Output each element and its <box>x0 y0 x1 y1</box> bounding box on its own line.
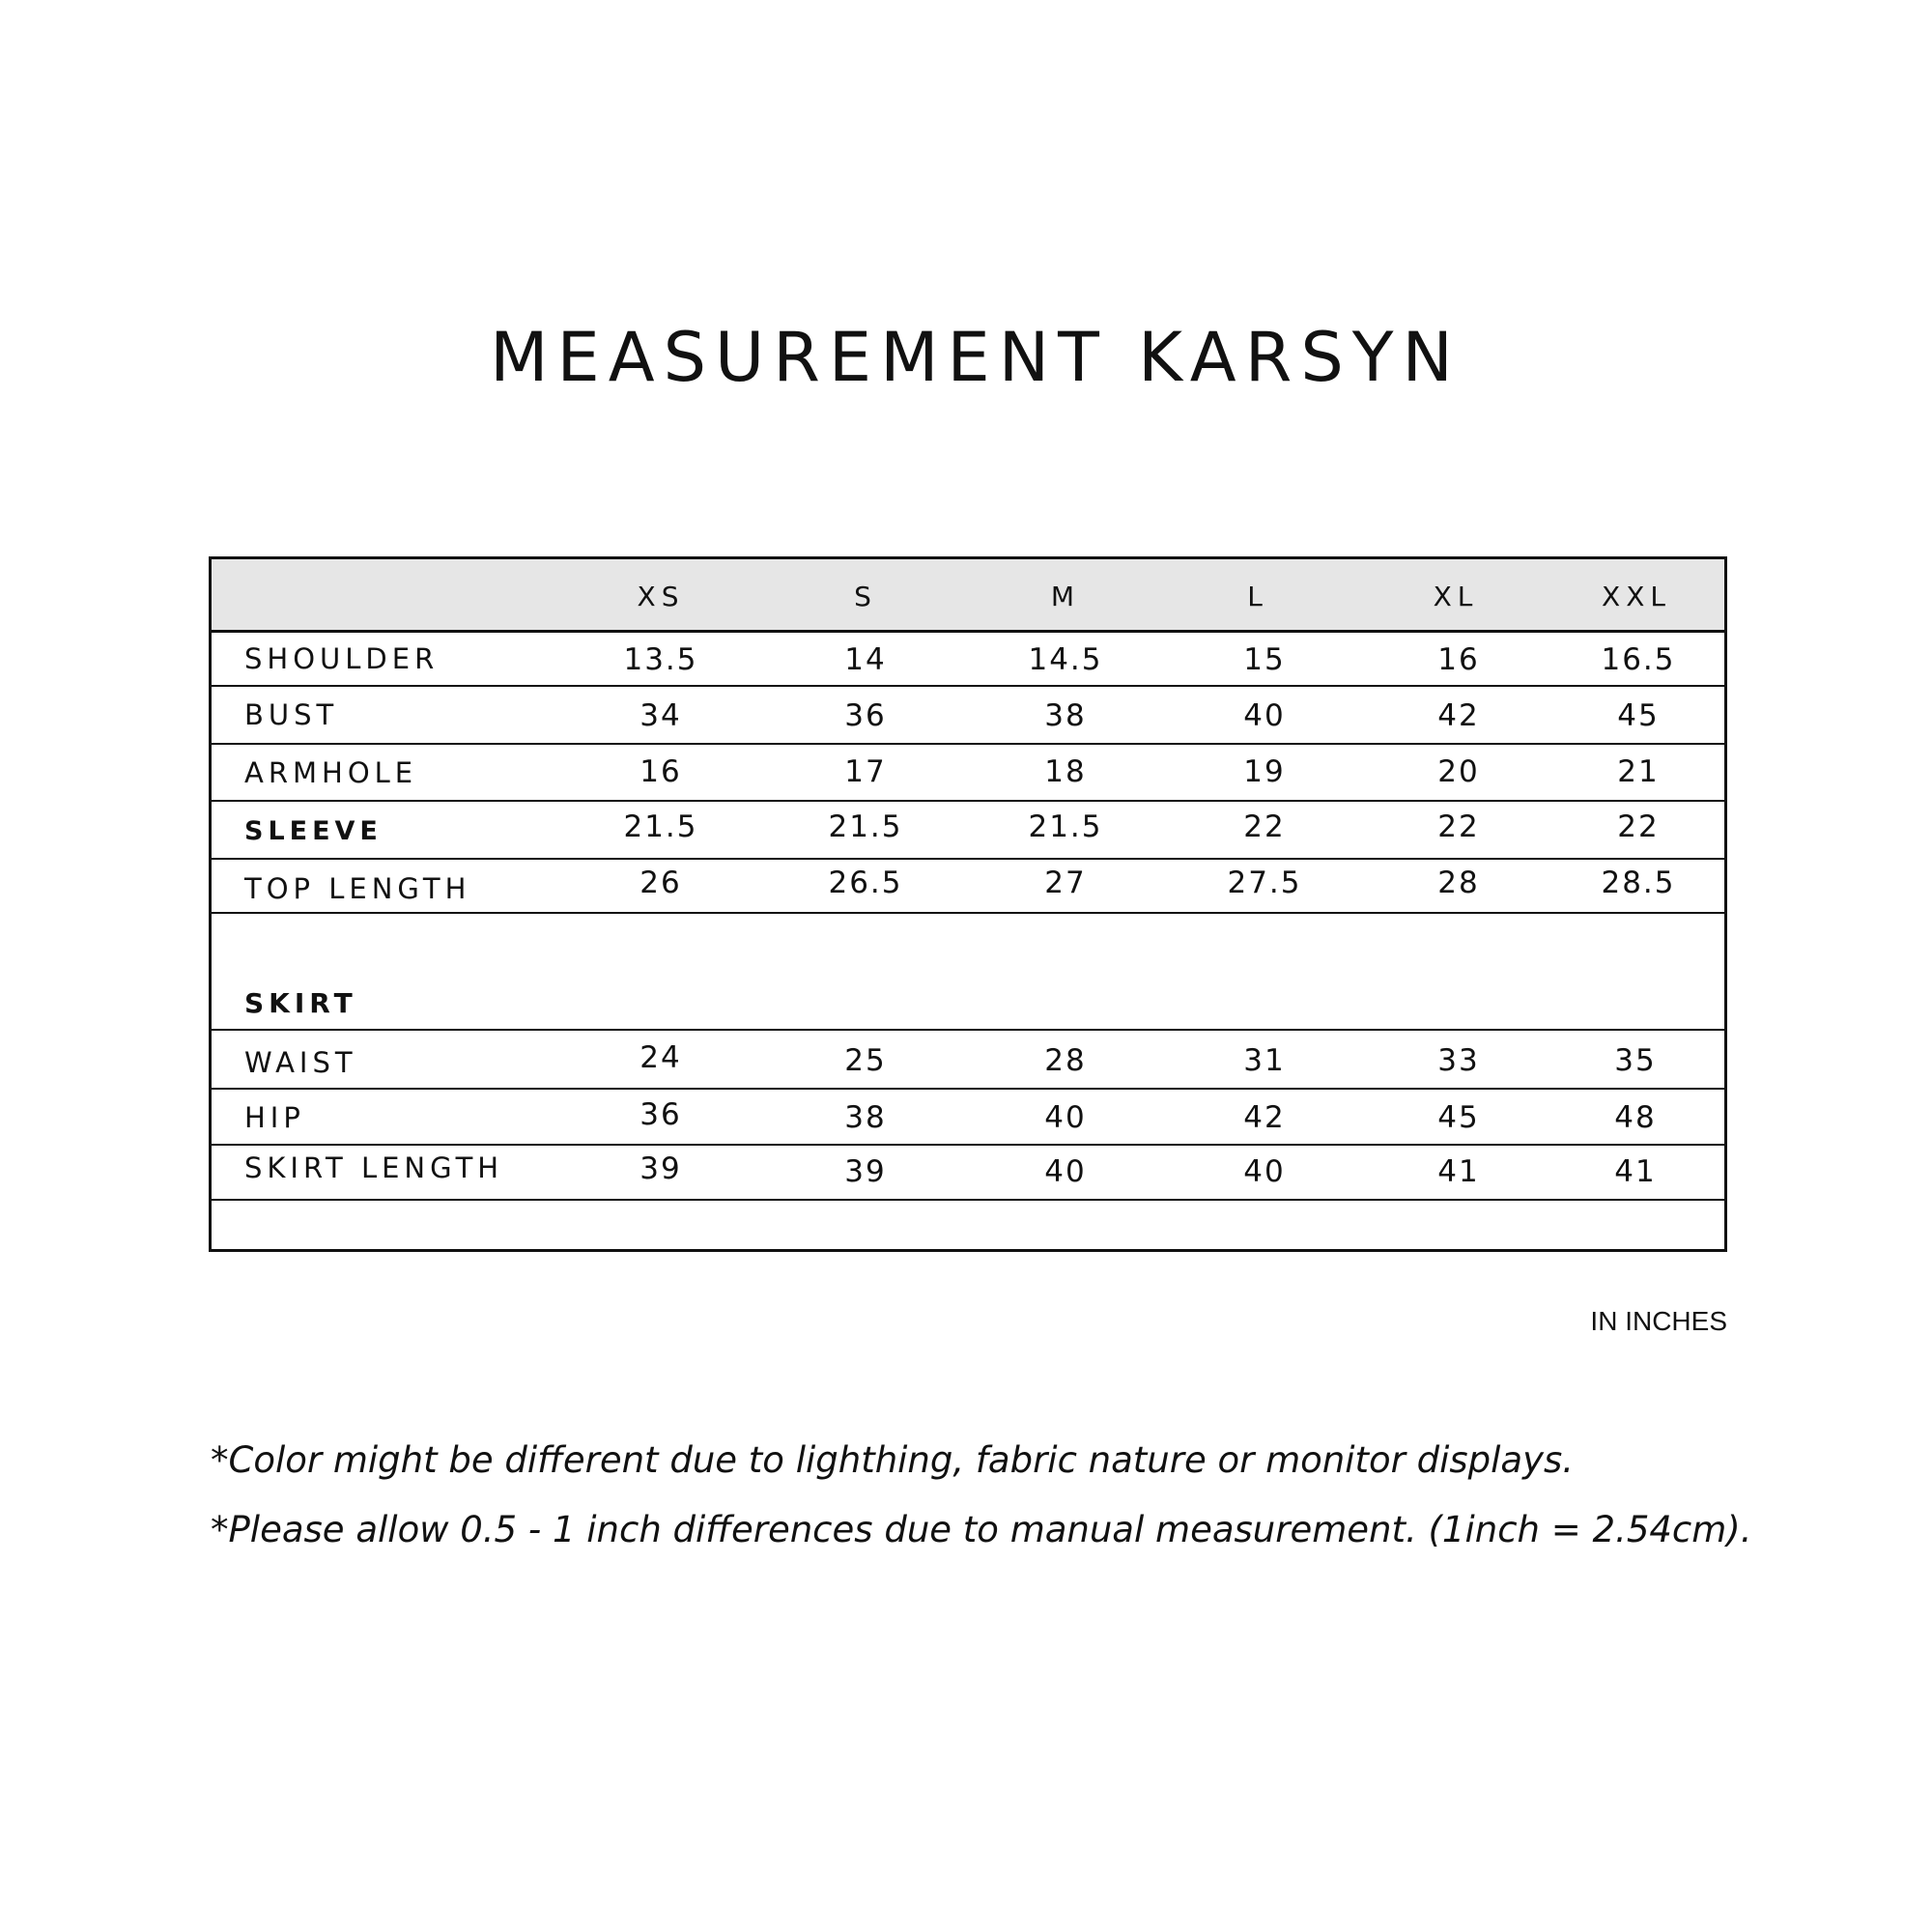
cell-value: 21.5 <box>828 810 903 844</box>
cell-value: 28 <box>1044 1043 1087 1078</box>
column-header-xs: XS <box>637 581 685 612</box>
table-header-row <box>212 559 1724 633</box>
cell-value: 39 <box>844 1154 887 1189</box>
row-label: SKIRT LENGTH <box>244 1151 504 1184</box>
table-row <box>212 1146 1724 1201</box>
column-header-xxl: XXL <box>1602 581 1671 612</box>
section-label: SKIRT <box>244 987 357 1019</box>
table-row <box>212 745 1724 802</box>
cell-value: 16 <box>639 754 682 789</box>
cell-value: 31 <box>1243 1043 1286 1078</box>
row-label: TOP LENGTH <box>244 872 471 905</box>
table-row <box>212 633 1724 687</box>
table-row <box>212 687 1724 745</box>
cell-value: 17 <box>844 754 887 789</box>
table-row <box>212 1031 1724 1090</box>
table-row <box>212 860 1724 914</box>
cell-value: 13.5 <box>623 642 698 677</box>
column-header-xl: XL <box>1433 581 1479 612</box>
cell-value: 39 <box>639 1151 682 1186</box>
cell-value: 27 <box>1044 866 1087 900</box>
row-label: WAIST <box>244 1046 357 1079</box>
cell-value: 40 <box>1243 1154 1286 1189</box>
row-label: HIP <box>244 1101 305 1134</box>
cell-value: 41 <box>1437 1154 1480 1189</box>
units-label: IN INCHES <box>1590 1306 1727 1336</box>
cell-value: 28.5 <box>1601 866 1676 900</box>
cell-value: 22 <box>1617 810 1660 844</box>
empty-row <box>212 1201 1724 1252</box>
cell-value: 35 <box>1614 1043 1657 1078</box>
cell-value: 45 <box>1437 1100 1480 1135</box>
row-label: SHOULDER <box>244 642 440 675</box>
cell-value: 20 <box>1437 754 1480 789</box>
table-row <box>212 1090 1724 1146</box>
row-label: SLEEVE <box>244 816 383 846</box>
cell-value: 15 <box>1243 642 1286 677</box>
cell-value: 33 <box>1437 1043 1480 1078</box>
column-header-l: L <box>1247 581 1268 612</box>
cell-value: 21 <box>1617 754 1660 789</box>
cell-value: 27.5 <box>1227 866 1302 900</box>
cell-value: 21.5 <box>1028 810 1103 844</box>
cell-value: 42 <box>1243 1100 1286 1135</box>
cell-value: 16 <box>1437 642 1480 677</box>
cell-value: 25 <box>844 1043 887 1078</box>
cell-value: 18 <box>1044 754 1087 789</box>
cell-value: 42 <box>1437 698 1480 733</box>
cell-value: 24 <box>639 1040 682 1075</box>
cell-value: 21.5 <box>623 810 698 844</box>
section-row-skirt <box>212 914 1724 1031</box>
cell-value: 19 <box>1243 754 1286 789</box>
cell-value: 28 <box>1437 866 1480 900</box>
cell-value: 36 <box>639 1097 682 1132</box>
column-header-m: M <box>1050 581 1081 612</box>
column-header-s: S <box>854 581 877 612</box>
row-label: ARMHOLE <box>244 756 418 789</box>
cell-value: 38 <box>1044 698 1087 733</box>
table-row <box>212 802 1724 860</box>
cell-value: 38 <box>844 1100 887 1135</box>
cell-value: 40 <box>1243 698 1286 733</box>
cell-value: 26.5 <box>828 866 903 900</box>
page-title: MEASUREMENT KARSYN <box>490 318 1462 397</box>
cell-value: 14 <box>844 642 887 677</box>
cell-value: 26 <box>639 866 682 900</box>
cell-value: 22 <box>1437 810 1480 844</box>
cell-value: 41 <box>1614 1154 1657 1189</box>
cell-value: 16.5 <box>1601 642 1676 677</box>
cell-value: 40 <box>1044 1154 1087 1189</box>
cell-value: 48 <box>1614 1100 1657 1135</box>
cell-value: 34 <box>639 698 682 733</box>
color-disclaimer-note: *Color might be different due to lighthing, fabric nature or monitor displays. <box>211 1439 1575 1481</box>
row-label: BUST <box>244 698 339 731</box>
cell-value: 22 <box>1243 810 1286 844</box>
cell-value: 45 <box>1617 698 1660 733</box>
measurement-tolerance-note: *Please allow 0.5 - 1 inch differences due to manual measurement. (1inch = 2.54cm). <box>211 1509 1752 1550</box>
cell-value: 14.5 <box>1028 642 1103 677</box>
size-chart-table <box>209 556 1727 1252</box>
cell-value: 40 <box>1044 1100 1087 1135</box>
cell-value: 36 <box>844 698 887 733</box>
